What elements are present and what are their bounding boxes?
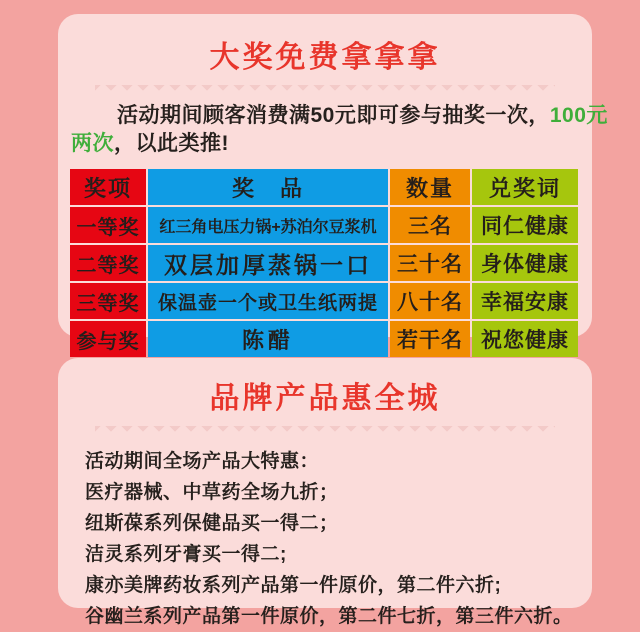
brand-offer-line: 谷幽兰系列产品第一件原价，第二件七折，第三件六折。 xyxy=(85,606,573,627)
brand-offer-line: 医疗器械、中草药全场九折； xyxy=(85,482,339,503)
table-cell-prize: 保温壶一个或卫生纸两提 xyxy=(148,283,388,319)
prize-section-title: 大奖免费拿拿拿 xyxy=(209,41,441,74)
col-header-phrase: 兑奖词 xyxy=(472,169,578,205)
table-cell-tier: 参与奖 xyxy=(70,321,146,357)
table-cell-phrase: 身体健康 xyxy=(472,245,578,281)
brand-offer-line: 活动期间全场产品大特惠： xyxy=(85,451,320,472)
wavy-divider xyxy=(95,85,555,92)
intro-line-1-text: 活动期间顾客消费满50元即可参与抽奖一次， xyxy=(117,104,550,127)
prize-intro xyxy=(71,102,608,158)
table-cell-prize: 红三角电压力锅+苏泊尔豆浆机 xyxy=(148,207,388,243)
intro-line-1 xyxy=(71,102,608,130)
table-cell-tier: 二等奖 xyxy=(70,245,146,281)
brand-offer-line: 洁灵系列牙膏买一得二; xyxy=(85,544,287,565)
col-header-quantity: 数量 xyxy=(390,169,470,205)
intro-line-2-highlight: 两次 xyxy=(71,132,114,155)
intro-line-1-highlight: 100元 xyxy=(549,104,608,127)
brand-offer-list xyxy=(85,446,592,632)
intro-line-2-text: ，以此类推! xyxy=(114,132,229,155)
table-cell-phrase: 祝您健康 xyxy=(472,321,578,357)
intro-line-2 xyxy=(71,130,579,158)
col-header-tier: 奖项 xyxy=(70,169,146,205)
table-cell-quantity: 三名 xyxy=(390,207,470,243)
table-cell-phrase: 幸福安康 xyxy=(472,283,578,319)
table-cell-tier: 三等奖 xyxy=(70,283,146,319)
table-cell-quantity: 若干名 xyxy=(390,321,470,357)
table-cell-prize: 陈醋 xyxy=(148,321,388,357)
prize-table xyxy=(70,169,578,357)
table-cell-prize: 双层加厚蒸锅一口 xyxy=(148,245,388,281)
prize-section-card xyxy=(58,14,608,353)
table-cell-quantity: 八十名 xyxy=(390,283,470,319)
brand-section-card xyxy=(58,358,592,627)
table-cell-phrase: 同仁健康 xyxy=(472,207,578,243)
table-cell-quantity: 三十名 xyxy=(390,245,470,281)
brand-offer-line: 纽斯葆系列保健品买一得二； xyxy=(85,513,339,534)
brand-offer-line: 康亦美牌药妆系列产品第一件原价，第二件六折; xyxy=(85,575,502,596)
table-cell-tier: 一等奖 xyxy=(70,207,146,243)
col-header-prize: 奖 品 xyxy=(148,169,388,205)
brand-section-title: 品牌产品惠全城 xyxy=(209,382,441,415)
wavy-divider xyxy=(95,426,555,433)
